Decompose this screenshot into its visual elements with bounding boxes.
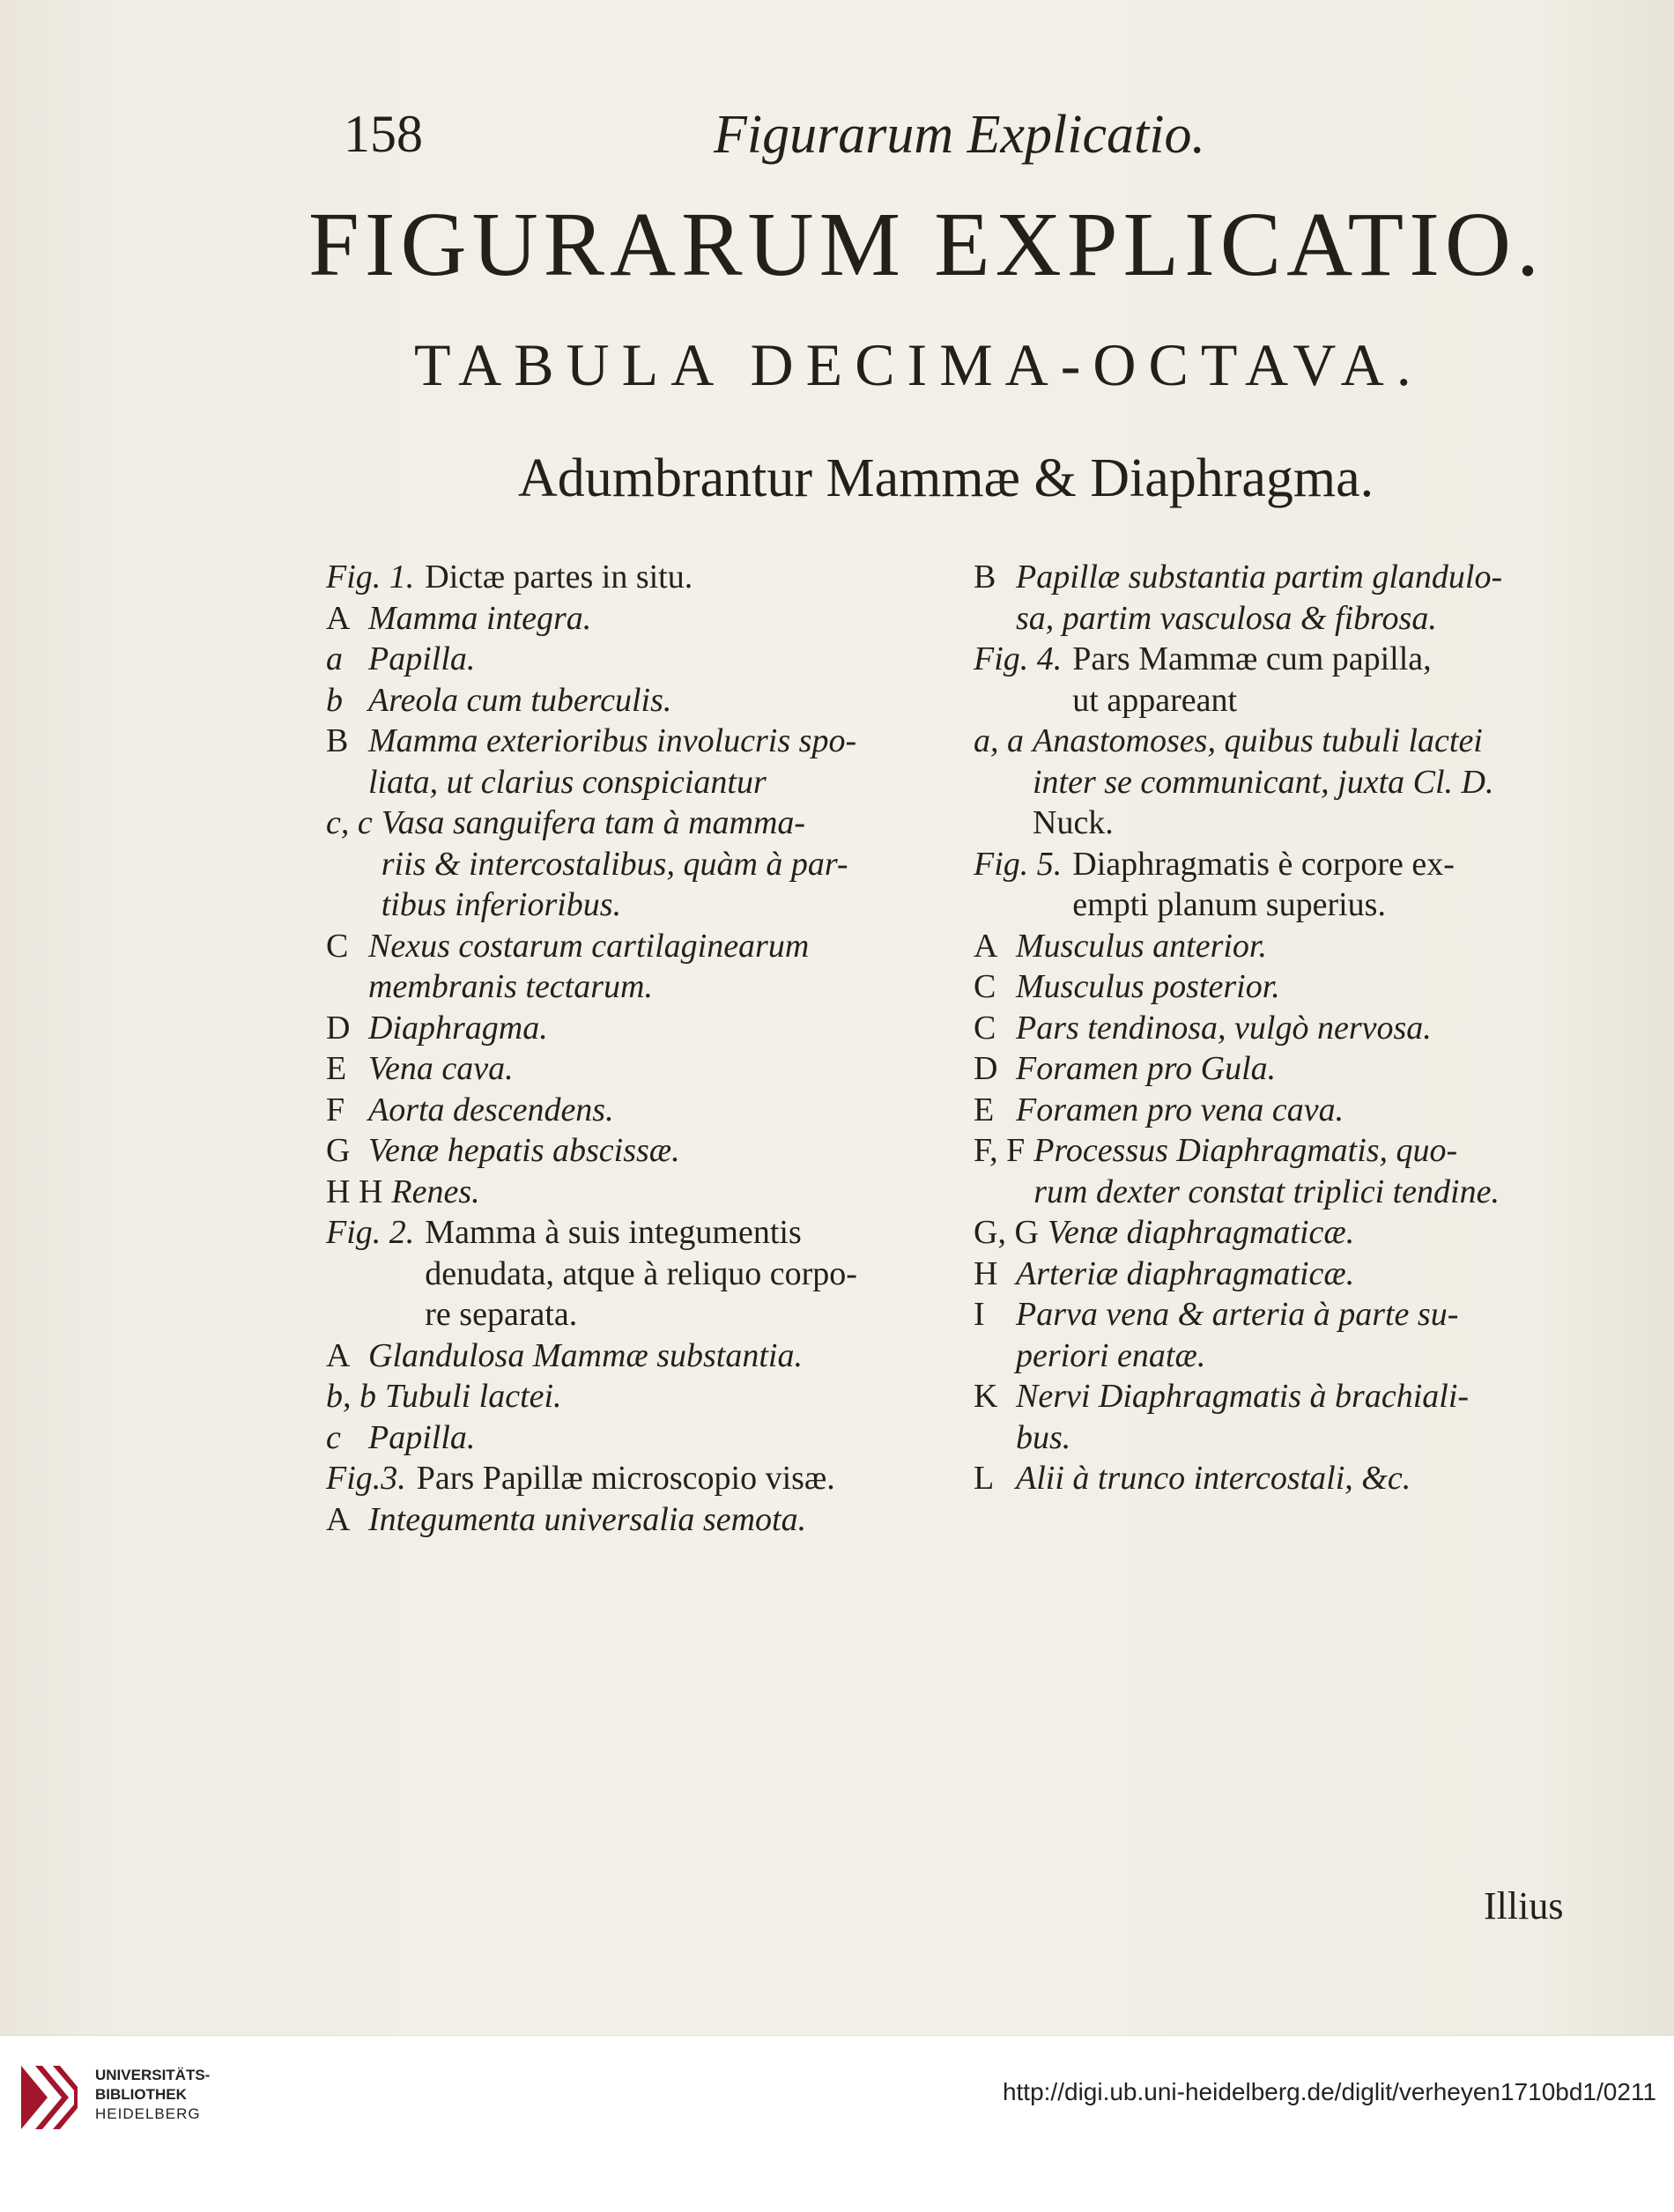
legend-entry [974,1294,1595,1376]
legend-line: Nervi Diaphragmatis à brachiali- [1016,1378,1470,1415]
legend-line: Diaphragmatis è corpore ex- [1072,845,1455,883]
legend-key: a, a [974,722,1024,759]
legend-text [1072,639,1595,721]
legend-line: Papilla. [368,640,476,677]
legend-line: Nexus costarum cartilaginearum [368,927,810,965]
library-footer [0,2035,1674,2212]
legend-line: rum dexter constat triplici tendine. [1033,1173,1500,1210]
legend-text [368,926,943,1008]
right-column [974,557,1595,1499]
legend-text [1033,721,1595,844]
legend-line: Musculus anterior. [1016,927,1267,965]
legend-text [385,1376,943,1417]
legend-entry [974,1254,1595,1295]
legend-text [1016,557,1595,639]
legend-key: b, b [326,1378,376,1415]
legend-line: riis & intercostalibus, quàm à par- [381,845,848,883]
legend-line: empti planum superius. [1072,886,1386,923]
legend-line: Foramen pro vena cava. [1016,1091,1344,1128]
legend-key: I [974,1296,985,1333]
legend-line: Papilla. [368,1418,476,1456]
legend-line: sa, partim vasculosa & fibrosa. [1016,599,1437,637]
legend-entry [326,1376,943,1417]
legend-line: Tubuli lactei. [385,1378,562,1415]
legend-entry [974,844,1595,926]
legend-line: liata, ut clarius conspiciantur [368,763,767,801]
plate-caption: Adumbrantur Mammæ & Diaphragma. [518,448,1374,508]
legend-key: E [326,1050,347,1087]
legend-text [1016,1376,1595,1458]
legend-text [391,1172,943,1213]
legend-line: Pars Papillæ microscopio visæ. [416,1460,835,1497]
legend-key: D [326,1009,351,1047]
legend-text [368,1499,943,1541]
legend-text [381,803,943,926]
legend-entry [326,721,943,803]
legend-text [368,1417,943,1459]
legend-line: membranis tectarum. [368,968,653,1005]
legend-entry [326,1130,943,1172]
legend-entry [974,966,1595,1008]
legend-key: b [326,681,343,719]
legend-text [368,1130,943,1172]
legend-text [368,1090,943,1131]
legend-text [1016,1294,1595,1376]
legend-key: A [326,599,351,637]
library-name-line: UNIVERSITÄTS- [95,2067,211,2083]
legend-line: Papillæ substantia partim glandulo- [1016,559,1503,596]
legend-entry [974,1048,1595,1090]
figure-number: Fig. 1. [326,559,415,596]
library-name [95,2066,210,2124]
legend-text [368,598,943,640]
legend-key: G [326,1132,351,1169]
legend-line: Renes. [391,1173,480,1210]
legend-key: C [974,968,996,1005]
legend-entry [974,1008,1595,1049]
legend-entry [326,1008,943,1049]
legend-line: periori enatæ. [1016,1336,1206,1374]
permalink-url[interactable]: http://digi.ub.uni-heidelberg.de/diglit/verheyen1710bd1/0211 [1002,2078,1656,2105]
legend-text [368,1048,943,1090]
legend-entry [326,639,943,680]
legend-text [1016,1254,1595,1295]
legend-entry [974,721,1595,844]
legend-entry [326,1417,943,1459]
legend-line: Nuck. [1033,804,1114,841]
legend-line: Foramen pro Gula. [1016,1050,1277,1087]
legend-text [368,1335,943,1377]
legend-line: Dictæ partes in situ. [425,559,693,596]
legend-line: Vena cava. [368,1050,514,1087]
plate-subtitle: TABULA DECIMA-OCTAVA. [414,331,1424,398]
legend-line: re separata. [425,1296,578,1333]
legend-key: B [326,722,349,759]
legend-key: L [974,1460,995,1497]
legend-entry [974,1090,1595,1131]
library-logo-icon [18,2062,78,2133]
legend-line: Mamma exterioribus involucris spo- [368,722,857,759]
legend-text [425,557,943,598]
legend-line: Mamma integra. [368,599,592,637]
figure-number: Fig. 5. [974,845,1063,883]
legend-entry [326,1048,943,1090]
legend-key: c, c [326,804,373,841]
legend-entry [974,1376,1595,1458]
legend-key: B [974,559,996,596]
legend-line: denudata, atque à reliquo corpo- [425,1254,857,1292]
legend-line: Diaphragma. [368,1009,548,1047]
legend-key: C [326,927,349,965]
legend-entry [326,1172,943,1213]
legend-text [425,1212,943,1335]
legend-text [368,680,943,721]
legend-text [1016,966,1595,1008]
legend-entry [326,1499,943,1541]
legend-line: bus. [1016,1418,1071,1456]
legend-text [368,721,943,803]
legend-line: Processus Diaphragmatis, quo- [1033,1132,1458,1169]
legend-text [368,639,943,680]
legend-entry [974,1212,1595,1254]
legend-line: Areola cum tuberculis. [368,681,672,719]
legend-entry [326,1212,943,1335]
legend-text [1072,844,1595,926]
legend-text [1016,1090,1595,1131]
legend-key: G, G [974,1214,1039,1251]
figure-number: Fig.3. [326,1460,406,1497]
legend-entry [326,926,943,1008]
legend-entry [974,1130,1595,1212]
legend-line: Alii à trunco intercostali, &c. [1016,1460,1411,1497]
legend-entry [326,598,943,640]
legend-entry [326,557,943,598]
page-number: 158 [344,105,423,163]
legend-line: Glandulosa Mammæ substantia. [368,1336,803,1374]
legend-line: Venæ hepatis abscissæ. [368,1132,680,1169]
legend-line: Pars Mammæ cum papilla, [1072,640,1432,677]
figure-number: Fig. 2. [326,1214,415,1251]
legend-text [417,1458,943,1499]
legend-line: Parva vena & arteria à parte su- [1016,1296,1459,1333]
library-name-line: HEIDELBERG [95,2105,201,2122]
legend-key: H [974,1254,998,1292]
legend-key: H H [326,1173,383,1210]
legend-entry [974,557,1595,639]
legend-text [368,1008,943,1049]
legend-entry [326,1458,943,1499]
legend-key: C [974,1009,996,1047]
legend-line: tibus inferioribus. [381,886,622,923]
page-title: FIGURARUM EXPLICATIO. [308,194,1544,295]
legend-line: Mamma à suis integumentis [425,1214,802,1251]
legend-entry [326,1090,943,1131]
legend-line: Vasa sanguifera tam à mamma- [381,804,806,841]
legend-line: Pars tendinosa, vulgò nervosa. [1016,1009,1432,1047]
figure-number: Fig. 4. [974,640,1063,677]
legend-line: Arteriæ diaphragmaticæ. [1016,1254,1355,1292]
legend-key: A [326,1500,351,1538]
legend-line: Aorta descendens. [368,1091,614,1128]
legend-entry [974,639,1595,721]
legend-line: Anastomoses, quibus tubuli lactei [1033,722,1483,759]
legend-entry [326,1335,943,1377]
library-name-line: BIBLIOTHEK [95,2086,187,2103]
legend-key: D [974,1050,998,1087]
catchword: Illius [1484,1884,1564,1927]
left-column [326,557,943,1540]
legend-key: A [326,1336,351,1374]
legend-entry [974,1458,1595,1499]
legend-text [1048,1212,1595,1254]
legend-key: a [326,640,343,677]
legend-entry [326,680,943,721]
legend-text [1016,1458,1595,1499]
legend-line: Musculus posterior. [1016,968,1280,1005]
legend-key: c [326,1418,341,1456]
legend-key: E [974,1091,995,1128]
legend-key: K [974,1378,998,1415]
legend-key: F [326,1091,345,1128]
legend-line: Integumenta universalia semota. [368,1500,807,1538]
legend-line: inter se communicant, juxta Cl. D. [1033,763,1494,801]
legend-text [1033,1130,1595,1212]
running-head: Figurarum Explicatio. [714,105,1205,165]
legend-line: ut appareant [1072,681,1238,719]
legend-key: A [974,927,998,965]
legend-entry [974,926,1595,967]
legend-text [1016,926,1595,967]
legend-entry [326,803,943,926]
legend-line: Venæ diaphragmaticæ. [1047,1214,1355,1251]
legend-text [1016,1008,1595,1049]
legend-text [1016,1048,1595,1090]
legend-key: F, F [974,1132,1026,1169]
